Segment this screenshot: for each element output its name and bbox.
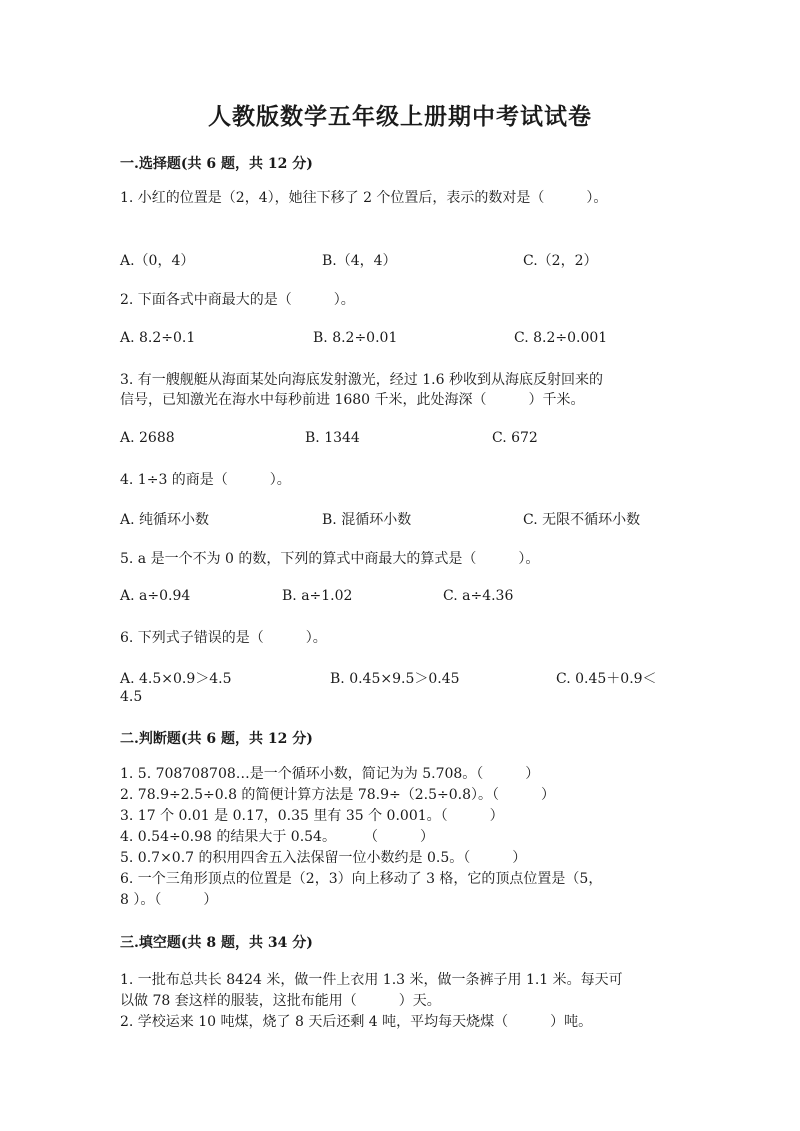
question-3-option-b: B. 1344 <box>305 430 360 446</box>
question-2-stem: 2. 下面各式中商最大的是（ ）。 <box>120 292 355 308</box>
judge-item-1: 1. 5. 708708708…是一个循环小数，简记为为 5.708。（ ） <box>120 766 540 782</box>
question-3-stem-line-2: 信号，已知激光在海水中每秒前进 1680 千米，此处海深（ ）千米。 <box>120 392 585 408</box>
question-2-option-a: A. 8.2÷0.1 <box>120 330 196 346</box>
page-title: 人教版数学五年级上册期中考试试卷 <box>208 103 592 130</box>
question-4-option-a: A. 纯循环小数 <box>120 512 210 528</box>
question-1-option-c: C.（2，2） <box>523 253 598 269</box>
question-5-stem: 5. a 是一个不为 0 的数，下列的算式中商最大的算式是（ ）。 <box>120 551 540 567</box>
judge-item-2: 2. 78.9÷2.5÷0.8 的简便计算方法是 78.9÷（2.5÷0.8）。（ ） <box>120 787 556 803</box>
question-1-option-a: A.（0，4） <box>120 253 195 269</box>
question-3-option-a: A. 2688 <box>120 430 175 446</box>
judge-item-6-continued: 8 ）。（ ） <box>120 892 218 908</box>
question-2-option-b: B. 8.2÷0.01 <box>313 330 398 346</box>
question-4-stem: 4. 1÷3 的商是（ ）。 <box>120 472 291 488</box>
question-3-stem-line-1: 3. 有一艘舰艇从海面某处向海底发射激光，经过 1.6 秒收到从海底反射回来的 <box>120 372 603 388</box>
section-heading-judge: 二.判断题(共 6 题，共 12 分) <box>120 731 313 747</box>
section-heading-choice: 一.选择题(共 6 题，共 12 分) <box>120 156 313 172</box>
question-5-option-a: A. a÷0.94 <box>120 588 191 604</box>
judge-item-6: 6. 一个三角形顶点的位置是（2，3）向上移动了 3 格，它的顶点位置是（5， <box>120 871 603 887</box>
judge-item-4: 4. 0.54÷0.98 的结果大于 0.54。 （ ） <box>120 829 434 845</box>
question-6-stem: 6. 下列式子错误的是（ ）。 <box>120 630 327 646</box>
question-4-option-c: C. 无限不循环小数 <box>523 512 641 528</box>
judge-item-3: 3. 17 个 0.01 是 0.17，0.35 里有 35 个 0.001。（ ） <box>120 808 504 824</box>
question-6-option-b: B. 0.45×9.5＞0.45 <box>330 671 460 687</box>
question-2-option-c: C. 8.2÷0.001 <box>514 330 608 346</box>
question-6-option-c: C. 0.45＋0.9＜ <box>556 671 657 687</box>
question-5-option-c: C. a÷4.36 <box>443 588 514 604</box>
question-5-option-b: B. a÷1.02 <box>282 588 353 604</box>
question-4-option-b: B. 混循环小数 <box>322 512 412 528</box>
section-heading-fill: 三.填空题(共 8 题，共 34 分) <box>120 935 313 951</box>
question-1-stem: 1. 小红的位置是（2，4），她往下移了 2 个位置后，表示的数对是（ ）。 <box>120 190 608 206</box>
question-6-option-c-continued: 4.5 <box>120 689 143 705</box>
question-1-option-b: B.（4，4） <box>322 253 397 269</box>
question-3-option-c: C. 672 <box>492 430 538 446</box>
judge-item-5: 5. 0.7×0.7 的积用四舍五入法保留一位小数约是 0.5。（ ） <box>120 850 527 866</box>
fill-item-1: 1. 一批布总共长 8424 米，做一件上衣用 1.3 米，做一条裤子用 1.1 米。每天可 <box>120 972 623 988</box>
question-6-option-a: A. 4.5×0.9＞4.5 <box>120 671 232 687</box>
fill-item-2: 2. 学校运来 10 吨煤，烧了 8 天后还剩 4 吨，平均每天烧煤（ ）吨。 <box>120 1014 593 1030</box>
fill-item-1-continued: 以做 78 套这样的服装，这批布能用（ ）天。 <box>120 993 441 1009</box>
